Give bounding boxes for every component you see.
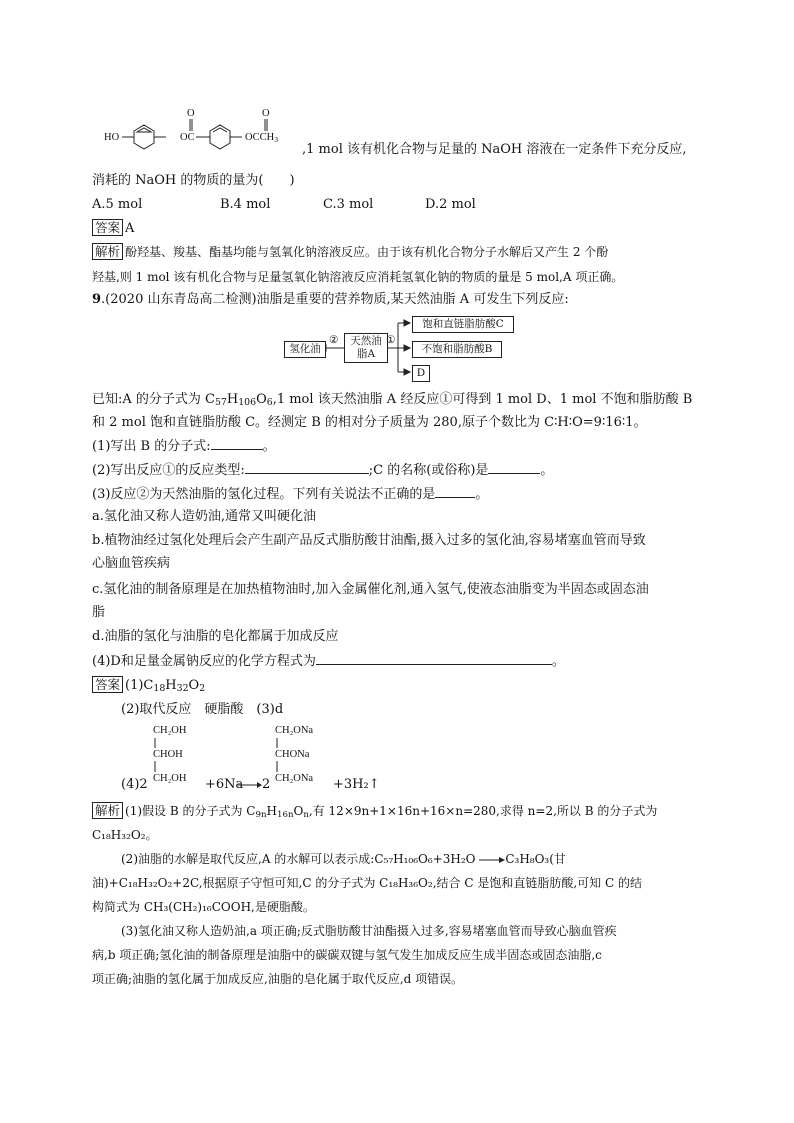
unsaturated-fatty-acid-b-box: 不饱和脂肪酸B <box>412 341 502 358</box>
glycerol-right-1: CH₂ONa <box>275 725 314 736</box>
q9-option-b-line2: 心脑血管疾病 <box>92 556 171 571</box>
answer-blank-3[interactable] <box>435 485 475 498</box>
step-2-label: ② <box>329 335 339 346</box>
answer-blank-2b[interactable] <box>488 461 540 474</box>
q8-answer <box>92 219 134 238</box>
answer-blank-4[interactable] <box>316 652 552 665</box>
q9-stem: 9.(2020 山东青岛高二检测)油脂是重要的营养物质,某天然油脂 A 可发生下列反应: <box>92 292 569 307</box>
glycerol-right-3: CH₂ONa <box>275 773 314 784</box>
q9-known-line1: 已知:A 的分子式为 $C_{57}H_{106}O_6,1$ mol 该天然油脂 A 经反应①可得到 1 mol D、1 mol 不饱和脂肪酸 B <box>92 392 693 408</box>
equation-bonds <box>150 735 290 775</box>
q9-sub2: (2)写出反应①的反应类型: ;C 的名称(或俗称)是 。 <box>92 463 554 478</box>
q8-analysis-line1: 解析 酚羟基、羧基、酯基均能与氢氧化钠溶液反应。由于该有机化合物分子水解后又产生 2 个酚 <box>92 243 608 261</box>
struct-occh3-label: $OCCH_3$ <box>245 132 278 144</box>
q9-answer-line1: 答案 $(1)C_{18}H_{32}O_2$ <box>92 676 205 695</box>
q9-analysis-p2-line2: 油)+C₁₈H₃₂O₂+2C,根据原子守恒可知,C 的分子式为 C₁₈H₃₆O₂,结合 C 是饱和直链脂肪酸,可知 C 的结 <box>92 876 642 890</box>
struct-ho-label: HO <box>104 132 120 143</box>
q9-sub1: (1)写出 B 的分子式: 。 <box>92 439 276 454</box>
glycerol-left-2: CHOH <box>153 749 183 760</box>
q9-option-b-line1: b.植物油经过氢化处理后会产生副产品反式脂肪酸甘油酯,摄入过多的氢化油,容易堵塞血管而导致 <box>92 533 646 548</box>
hydrogenated-oil-box: 氢化油 <box>284 341 326 358</box>
analysis-tag: 解析 <box>92 243 123 260</box>
product-d-box: D <box>412 365 430 382</box>
q9-sub3: (3)反应②为天然油脂的氢化过程。下列有关说法不正确的是 。 <box>92 487 489 502</box>
q8-answer-value: A <box>125 221 135 236</box>
equation-tail: +3H₂↑ <box>333 777 380 792</box>
saturated-fatty-acid-c-box: 饱和直链脂肪酸C <box>412 316 514 333</box>
step-1-label: ① <box>386 335 396 346</box>
q9-option-d: d.油脂的氢化与油脂的皂化都属于加成反应 <box>92 629 339 644</box>
struct-oc-label: OC <box>180 132 195 143</box>
q8-option-a: A.5 mol <box>92 197 143 212</box>
q9-analysis-p3-line3: 项正确;油脂的氢化属于加成反应,油脂的皂化属于取代反应,d 项错误。 <box>92 972 464 986</box>
answer-blank-1[interactable] <box>211 437 263 450</box>
equation-sodium: +6Na <box>205 777 244 792</box>
q8-option-d: D.2 mol <box>425 197 476 212</box>
benzene-ring-2 <box>210 125 230 149</box>
benzene-ring-1 <box>134 125 154 149</box>
q9-analysis-p3-line2: 病,b 项正确;氢化油的制备原理是油脂中的碳碳双键与氢气发生加成反应生成半固态或固态油脂,c <box>92 948 602 962</box>
answer-tag: 答案 <box>92 219 123 236</box>
q9-option-c-line1: c.氢化油的制备原理是在加热植物油时,加入金属催化剂,通入氢气,使液态油脂变为半固态或固态油 <box>92 582 649 597</box>
q9-analysis-line2: C₁₈H₃₂O₂。 <box>92 828 158 842</box>
q9-answer-line2: (2)取代反应 硬脂酸 (3)d <box>121 702 284 717</box>
glycerol-left-3: CH₂OH <box>153 773 187 784</box>
q8-option-b: B.4 mol <box>220 197 271 212</box>
q9-option-c-line2: 脂 <box>92 605 106 620</box>
natural-fat-a-box: 天然油 脂A <box>344 333 388 363</box>
q9-analysis-line1: 解析 (1)假设 B 的分子式为 $C_{9n}H_{16n}O_n$,有 12×9n+1×16n+16×n=280,求得 n=2,所以 B 的分子式为 <box>92 802 657 820</box>
q8-analysis-line2: 羟基,则 1 mol 该有机化合物与足量氢氧化钠溶液反应消耗氢氧化钠的物质的量是 5 mol,A 项正确。 <box>92 270 624 284</box>
reaction-arrow <box>238 780 262 790</box>
struct-o-top-2: O <box>262 108 270 119</box>
hydrolysis-arrow <box>479 855 505 865</box>
q9-option-a: a.氢化油又称人造奶油,通常又叫硬化油 <box>92 509 317 524</box>
q9-analysis-p3-line1: (3)氢化油又称人造奶油,a 项正确;反式脂肪酸甘油酯摄入过多,容易堵塞血管而导致心脑血管疾 <box>121 924 617 938</box>
q8-stem-tail: ,1 mol 该有机化合物与足量的 NaOH 溶液在一定条件下充分反应, <box>302 142 687 157</box>
q9-known-line2: 和 2 mol 饱和直链脂肪酸 C。经测定 B 的相对分子质量为 280,原子个数比为 C∶H∶O=9∶16∶1。 <box>92 415 647 430</box>
glycerol-left-1: CH₂OH <box>153 725 187 736</box>
struct-o-top-1: O <box>187 108 195 119</box>
equation-prefix: (4)2 <box>121 777 148 792</box>
q9-number: 9 <box>92 292 102 307</box>
glycerol-right-2: CHONa <box>275 749 310 760</box>
analysis-tag: 解析 <box>92 802 123 819</box>
q8-option-c: C.3 mol <box>323 197 374 212</box>
answer-blank-2a[interactable] <box>245 461 369 474</box>
answer-tag: 答案 <box>92 676 123 693</box>
q8-stem-line2: 消耗的 NaOH 的物质的量为( ) <box>92 173 295 188</box>
q9-analysis-p2-line1: (2)油脂的水解是取代反应,A 的水解可以表示成:C₅₇H₁₀₆O₆+3H₂O C₃H₈O₃(甘 <box>121 852 566 866</box>
equation-coef-2: 2 <box>262 777 271 792</box>
q9-analysis-p2-line3: 构简式为 CH₃(CH₂)₁₆COOH,是硬脂酸。 <box>92 900 315 914</box>
q9-sub4: (4)D和足量金属钠反应的化学方程式为 。 <box>92 654 565 669</box>
